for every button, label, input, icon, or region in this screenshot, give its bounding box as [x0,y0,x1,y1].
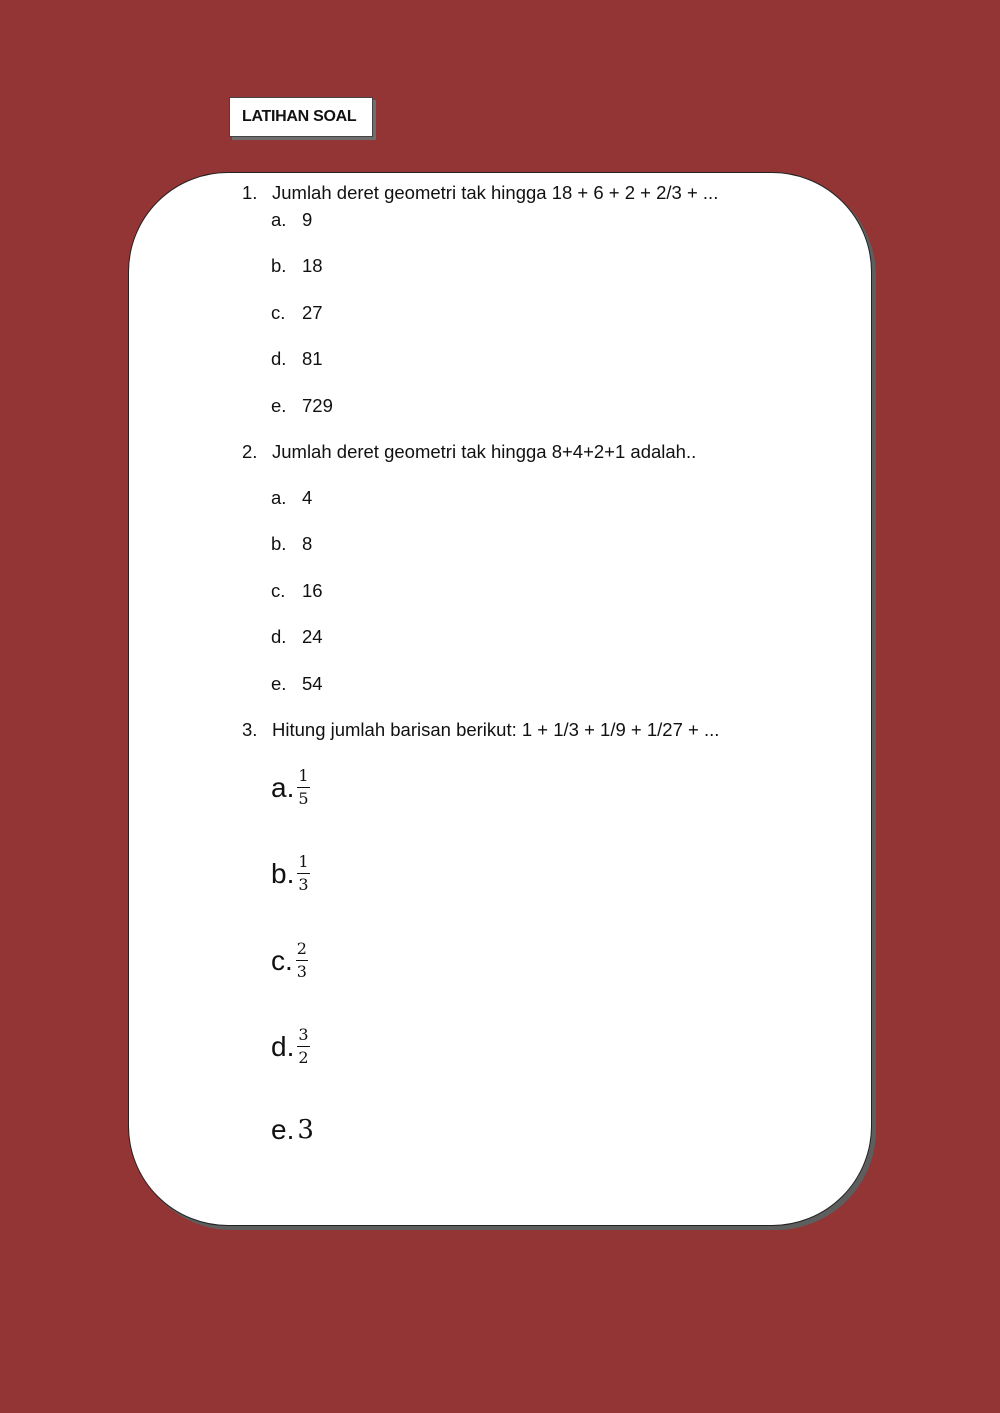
question-card [128,172,872,1226]
question-3-option-c[interactable] [271,940,308,981]
option-label: e. [271,1114,295,1145]
option-label: d. [271,1030,295,1062]
question-3-option-b[interactable] [271,853,310,894]
question-3-text: Hitung jumlah barisan berikut: 1 + 1/3 + 1/9 + 1/27 + ... [272,719,720,740]
option-value: 18 [302,255,323,276]
option-label: b. [271,255,287,276]
question-2-number: 2. [242,441,258,462]
question-2-option-d[interactable] [271,626,323,648]
question-1-text: Jumlah deret geometri tak hingga 18 + 6 + 2 + 2/3 + ... [272,182,719,203]
option-value: 4 [302,487,313,508]
question-2-option-b[interactable] [271,533,312,555]
question-2-option-e[interactable] [271,673,323,695]
option-label: a. [271,209,287,230]
option-label: c. [271,302,286,323]
option-value: 27 [302,302,323,323]
question-1-option-e[interactable] [271,395,333,417]
fraction-denominator: 3 [296,962,307,981]
question-3-option-e[interactable] [271,1115,314,1145]
question-2 [242,441,696,463]
question-1-number: 1. [242,182,258,203]
worksheet-title [229,97,373,137]
fraction-numerator: 1 [297,853,309,874]
option-value: 729 [302,395,333,416]
option-value: 81 [302,348,323,369]
fraction-denominator: 3 [298,875,309,894]
question-1-option-d[interactable] [271,348,323,370]
question-3-option-d[interactable] [271,1026,310,1067]
option-value: 54 [302,673,323,694]
option-label: c. [271,580,286,601]
fraction-numerator: 1 [297,767,309,788]
fraction [297,767,309,808]
fraction [297,1026,309,1067]
question-1-option-a[interactable] [271,209,312,231]
option-label: a. [271,487,287,508]
option-label: c. [271,944,293,976]
option-value: 8 [302,533,313,554]
fraction-numerator: 3 [297,1026,309,1047]
option-label: a. [271,771,295,803]
question-3-option-a[interactable] [271,767,310,808]
option-value: 24 [302,626,323,647]
fraction [296,940,308,981]
option-value: 16 [302,580,323,601]
question-1-option-c[interactable] [271,302,323,324]
option-value: 3 [297,1115,314,1145]
option-label: e. [271,673,287,694]
question-1-option-b[interactable] [271,255,323,277]
option-label: d. [271,348,287,369]
option-label: b. [271,857,295,889]
fraction-numerator: 2 [296,940,308,961]
question-2-option-c[interactable] [271,580,323,602]
fraction [297,853,309,894]
fraction-denominator: 2 [298,1048,309,1067]
question-2-text: Jumlah deret geometri tak hingga 8+4+2+1 adalah.. [272,441,697,462]
option-label: b. [271,533,287,554]
option-label: d. [271,626,287,647]
question-3-number: 3. [242,719,258,740]
option-label: e. [271,395,287,416]
worksheet-title-text: LATIHAN SOAL [242,108,357,125]
question-2-option-a[interactable] [271,487,312,509]
question-1 [242,182,718,204]
question-3 [242,719,719,741]
option-value: 9 [302,209,313,230]
fraction-denominator: 5 [298,789,309,808]
